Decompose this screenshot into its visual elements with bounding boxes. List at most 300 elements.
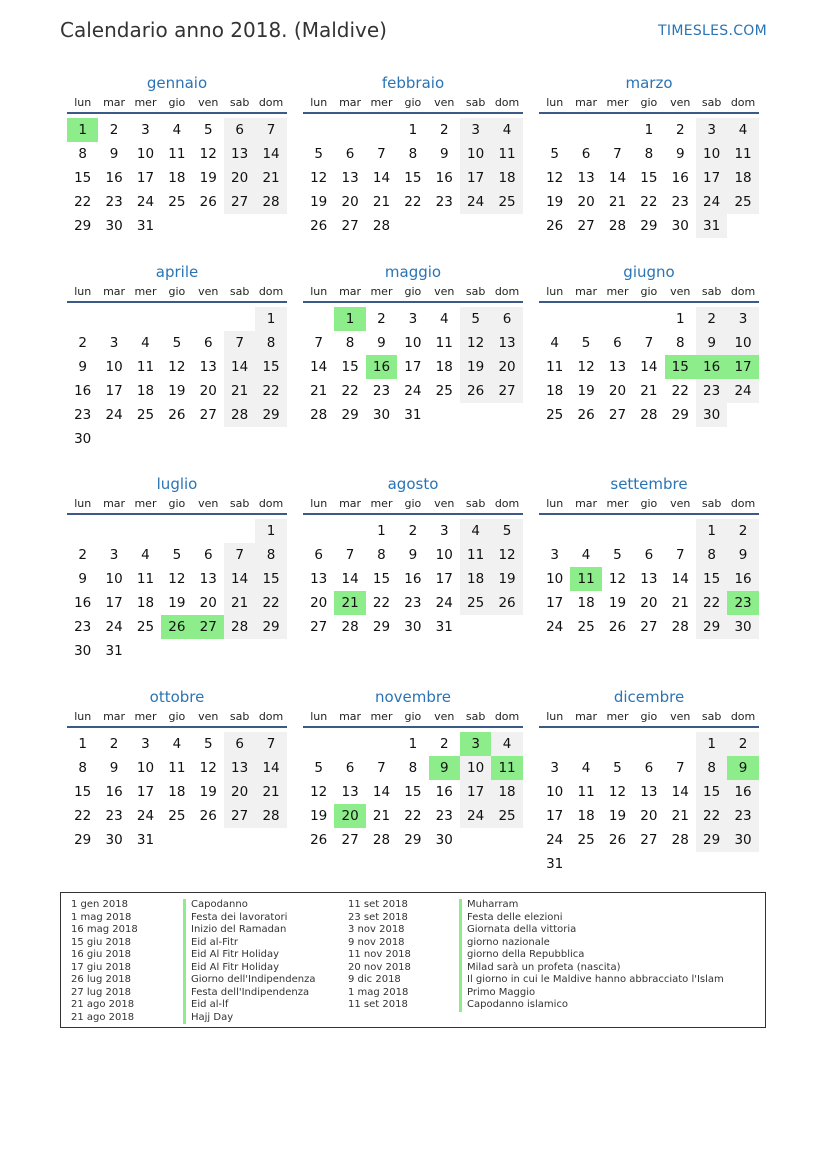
empty-day [161, 307, 192, 331]
day-cell: 25 [168, 194, 186, 210]
day-cell: 29 [696, 615, 727, 639]
month-luglio [67, 473, 287, 663]
day-cell: 23 [105, 194, 123, 210]
day-cell: 26 [491, 591, 522, 615]
day-cell: 22 [671, 383, 689, 399]
day-cell: 15 [696, 780, 727, 804]
day-cell: 24 [546, 619, 564, 635]
weekday-label: sab [229, 285, 250, 298]
day-cell: 24 [404, 383, 422, 399]
day-cell: 2 [377, 311, 386, 327]
brand-logo[interactable]: TIMESLES.COM [658, 23, 767, 39]
day-cell: 2 [109, 736, 119, 752]
day-cell: 24 [460, 190, 491, 214]
day-cell: 15 [696, 567, 727, 591]
weekday-label: gio [640, 497, 658, 510]
legend-holiday-name: Eid Al Fitr Holiday [183, 949, 316, 962]
week-row [539, 190, 759, 214]
week-row [67, 190, 287, 214]
legend-date: 16 giu 2018 [71, 949, 131, 960]
weekday-header [303, 94, 523, 114]
day-cell: 19 [199, 784, 217, 800]
day-cell: 11 [136, 359, 155, 375]
month-aprile [67, 261, 287, 451]
day-cell: 23 [435, 808, 453, 824]
weekday-label: ven [670, 497, 691, 510]
empty-day [334, 519, 365, 543]
empty-day [366, 732, 397, 756]
day-cell: 20 [224, 780, 255, 804]
day-cell: 4 [141, 547, 150, 563]
weekday-header [539, 708, 759, 728]
day-cell: 17 [136, 784, 155, 800]
empty-day [161, 828, 192, 852]
weekday-label: mer [606, 285, 629, 298]
day-cell: 5 [491, 519, 522, 543]
legend-date: 9 nov 2018 [348, 936, 405, 948]
day-cell: 17 [105, 383, 123, 399]
day-cell: 13 [224, 142, 255, 166]
empty-day [303, 118, 334, 142]
day-cell: 8 [78, 760, 87, 776]
month-name: maggio [384, 263, 442, 281]
day-cell: 4 [172, 736, 182, 752]
weekday-label: sab [701, 497, 722, 510]
day-cell: 10 [727, 331, 758, 355]
empty-day [161, 639, 192, 663]
empty-day [727, 403, 758, 427]
legend-date: 21 ago 2018 [71, 1011, 135, 1023]
week-row [67, 519, 287, 543]
day-cell: 23 [696, 379, 727, 403]
month-name: aprile [155, 263, 199, 281]
day-cell: 27 [640, 619, 658, 635]
empty-day [67, 519, 98, 543]
legend-holiday-name: Giorno dell'Indipendenza [183, 974, 316, 987]
day-cell: 29 [74, 832, 92, 848]
day-cell: 27 [224, 190, 255, 214]
week-row [539, 615, 759, 639]
day-cell: 8 [644, 146, 654, 162]
day-cell: 4 [491, 118, 522, 142]
day-cell: 30 [74, 643, 92, 659]
week-row [67, 591, 287, 615]
day-cell: 25 [168, 808, 186, 824]
day-cell: 31 [136, 832, 155, 848]
week-row [67, 780, 287, 804]
month-novembre [303, 686, 523, 852]
day-cell: 15 [404, 170, 422, 186]
day-cell: 30 [404, 619, 422, 635]
month-name: luglio [156, 475, 198, 493]
empty-day [539, 307, 570, 331]
legend-names-left [183, 899, 316, 1024]
month-maggio [303, 261, 523, 427]
month-name: febbraio [381, 74, 445, 92]
day-cell: 14 [671, 571, 689, 587]
day-cell: 12 [168, 359, 186, 375]
weekday-label: mer [370, 96, 393, 109]
week-row [67, 427, 287, 451]
day-cell: 25 [460, 591, 491, 615]
day-cell: 8 [408, 146, 418, 162]
day-cell: 2 [675, 122, 685, 138]
week-row [303, 567, 523, 591]
empty-day [334, 118, 365, 142]
day-cell: 5 [172, 335, 182, 351]
week-row [539, 732, 759, 756]
day-cell: 2 [109, 122, 119, 138]
legend-holiday-name: Eid al-lf [183, 999, 316, 1012]
weekday-label: gio [404, 96, 422, 109]
legend-holiday-name: Inizio del Ramadan [183, 924, 316, 937]
weekday-header [303, 708, 523, 728]
day-cell: 6 [203, 547, 213, 563]
day-cell: 6 [314, 547, 323, 563]
week-row [539, 780, 759, 804]
legend-holiday-name: Eid al-Fitr [183, 937, 316, 950]
day-cell: 17 [435, 571, 453, 587]
week-row [303, 804, 523, 828]
empty-day [570, 307, 601, 331]
week-row [67, 567, 287, 591]
empty-day [67, 307, 98, 331]
day-cell: 17 [404, 359, 422, 375]
weekday-label: sab [229, 96, 250, 109]
day-cell: 29 [671, 407, 689, 423]
day-cell: 29 [404, 832, 422, 848]
day-cell: 16 [727, 567, 758, 591]
day-cell: 30 [696, 403, 727, 427]
day-cell: 19 [577, 383, 595, 399]
day-cell: 13 [224, 756, 255, 780]
day-cell: 15 [255, 355, 286, 379]
day-cell: 22 [341, 383, 359, 399]
day-cell: 18 [435, 359, 453, 375]
day-cell: 17 [460, 166, 491, 190]
week-row [67, 331, 287, 355]
empty-day [193, 639, 224, 663]
weekday-label: sab [229, 497, 250, 510]
day-cell: 14 [640, 359, 658, 375]
day-cell: 15 [74, 170, 92, 186]
month-name: settembre [610, 475, 688, 493]
day-cell: 14 [224, 355, 255, 379]
page-title: Calendario anno 2018. (Maldive) [60, 18, 387, 42]
week-row [539, 543, 759, 567]
day-cell: 25 [136, 407, 155, 423]
weekday-label: lun [546, 96, 564, 109]
legend-holiday-name: Festa delle elezioni [459, 912, 724, 925]
day-cell: 13 [577, 170, 595, 186]
weekday-label: mer [134, 285, 157, 298]
empty-day [161, 214, 192, 238]
legend-holiday-name: giorno nazionale [459, 937, 724, 950]
day-cell: 22 [404, 194, 422, 210]
weekday-label: mar [339, 96, 362, 109]
day-cell: 29 [341, 407, 359, 423]
day-cell: 16 [105, 170, 123, 186]
day-cell: 13 [199, 571, 217, 587]
day-cell: 26 [199, 808, 217, 824]
day-cell: 18 [136, 595, 155, 611]
day-cell: 26 [608, 619, 627, 635]
empty-day [665, 519, 696, 543]
day-cell: 7 [224, 543, 255, 567]
day-cell: 6 [581, 146, 591, 162]
day-cell: 3 [696, 118, 727, 142]
day-cell: 28 [224, 403, 255, 427]
day-cell: 25 [491, 804, 522, 828]
empty-day [193, 427, 224, 451]
day-cell: 3 [141, 122, 150, 138]
day-cell: 1 [78, 736, 87, 752]
day-cell: 9 [109, 760, 119, 776]
weekday-label: mer [134, 710, 157, 723]
day-cell: 27 [491, 379, 522, 403]
day-cell: 5 [581, 335, 591, 351]
weekday-label: mar [103, 285, 126, 298]
day-cell: 24 [105, 407, 123, 423]
month-agosto [303, 473, 523, 639]
day-cell: 28 [224, 615, 255, 639]
day-cell: 11 [727, 142, 758, 166]
day-cell: 8 [696, 543, 727, 567]
weekday-label: sab [701, 285, 722, 298]
legend-date: 17 giu 2018 [71, 961, 131, 973]
weekday-label: sab [701, 710, 722, 723]
weekday-label: dom [730, 710, 756, 723]
empty-day [460, 403, 491, 427]
week-row [67, 828, 287, 852]
day-cell: 21 [372, 194, 391, 210]
holiday-day-cell: 1 [67, 118, 98, 142]
empty-day [539, 732, 570, 756]
day-cell: 6 [224, 118, 255, 142]
day-cell: 31 [136, 218, 155, 234]
empty-day [255, 427, 286, 451]
day-cell: 8 [345, 335, 355, 351]
day-cell: 10 [460, 756, 491, 780]
day-cell: 22 [696, 591, 727, 615]
week-row [67, 615, 287, 639]
empty-day [633, 307, 664, 331]
empty-day [602, 118, 633, 142]
day-cell: 31 [696, 214, 727, 238]
legend-holiday-name: giorno della Repubblica [459, 949, 724, 962]
day-cell: 25 [435, 383, 453, 399]
day-cell: 26 [199, 194, 217, 210]
week-row [67, 756, 287, 780]
day-cell: 29 [372, 619, 391, 635]
day-cell: 28 [671, 832, 689, 848]
day-cell: 21 [671, 595, 689, 611]
weekday-label: lun [74, 96, 92, 109]
legend-date: 9 dic 2018 [348, 974, 401, 985]
day-cell: 8 [696, 756, 727, 780]
legend-dates-right [348, 899, 411, 1012]
day-cell: 14 [671, 784, 689, 800]
day-cell: 1 [377, 523, 386, 539]
day-cell: 15 [640, 170, 658, 186]
weekday-label: lun [310, 710, 328, 723]
day-cell: 5 [172, 547, 182, 563]
day-cell: 15 [341, 359, 359, 375]
week-row [67, 355, 287, 379]
day-cell: 27 [199, 407, 217, 423]
day-cell: 26 [577, 407, 595, 423]
week-row [539, 828, 759, 852]
weekday-label: dom [730, 497, 756, 510]
day-cell: 21 [640, 383, 658, 399]
legend-date: 15 giu 2018 [71, 936, 131, 948]
weekday-label: ven [670, 285, 691, 298]
empty-day [303, 732, 334, 756]
week-row [539, 307, 759, 331]
empty-day [429, 403, 460, 427]
weekday-label: sab [465, 285, 486, 298]
month-name: gennaio [146, 74, 208, 92]
day-cell: 15 [74, 784, 92, 800]
week-row [67, 307, 287, 331]
day-cell: 12 [608, 571, 627, 587]
legend-holiday-name: Festa dei lavoratori [183, 912, 316, 925]
day-cell: 3 [550, 760, 559, 776]
weekday-header [303, 495, 523, 515]
day-cell: 19 [199, 170, 217, 186]
day-cell: 13 [491, 331, 522, 355]
weekday-label: sab [465, 710, 486, 723]
weekday-label: ven [670, 96, 691, 109]
week-row [303, 355, 523, 379]
month-settembre [539, 473, 759, 639]
weekday-label: mer [134, 497, 157, 510]
legend-date: 20 nov 2018 [348, 961, 411, 973]
week-row [539, 214, 759, 238]
day-cell: 6 [224, 732, 255, 756]
holiday-day-cell: 23 [727, 591, 758, 615]
day-cell: 7 [255, 118, 286, 142]
legend-holiday-name: Hajj Day [183, 1012, 316, 1025]
week-row [539, 142, 759, 166]
day-cell: 1 [644, 122, 654, 138]
day-cell: 1 [696, 519, 727, 543]
day-cell: 31 [404, 407, 422, 423]
week-row [303, 732, 523, 756]
day-cell: 17 [460, 780, 491, 804]
day-cell: 7 [675, 760, 685, 776]
day-cell: 20 [341, 194, 359, 210]
day-cell: 16 [435, 170, 453, 186]
day-cell: 10 [105, 359, 123, 375]
day-cell: 14 [372, 784, 391, 800]
day-cell: 20 [577, 194, 595, 210]
day-cell: 25 [577, 832, 595, 848]
day-cell: 4 [439, 311, 449, 327]
empty-day [633, 852, 664, 876]
weekday-label: dom [258, 497, 284, 510]
weekday-label: lun [310, 497, 328, 510]
legend-holiday-name: Festa dell'Indipendenza [183, 987, 316, 1000]
empty-day [460, 615, 491, 639]
weekday-label: dom [730, 285, 756, 298]
day-cell: 6 [345, 760, 355, 776]
day-cell: 13 [341, 170, 359, 186]
day-cell: 22 [372, 595, 391, 611]
day-cell: 9 [675, 146, 685, 162]
day-cell: 10 [404, 335, 422, 351]
empty-day [727, 214, 758, 238]
day-cell: 27 [341, 218, 359, 234]
day-cell: 24 [136, 808, 155, 824]
month-giugno [539, 261, 759, 427]
holiday-day-cell: 16 [366, 355, 397, 379]
day-cell: 2 [78, 547, 87, 563]
day-cell: 21 [224, 591, 255, 615]
month-name: marzo [625, 74, 673, 92]
legend-holiday-name: Giornata della vittoria [459, 924, 724, 937]
day-cell: 7 [675, 547, 685, 563]
empty-day [633, 519, 664, 543]
day-cell: 20 [199, 595, 217, 611]
day-cell: 11 [168, 760, 186, 776]
day-cell: 11 [435, 335, 453, 351]
weekday-header [67, 283, 287, 303]
empty-day [303, 307, 334, 331]
day-cell: 18 [168, 784, 186, 800]
day-cell: 16 [671, 170, 689, 186]
empty-day [224, 639, 255, 663]
day-cell: 16 [727, 780, 758, 804]
day-cell: 18 [577, 595, 595, 611]
day-cell: 6 [345, 146, 355, 162]
weekday-header [539, 495, 759, 515]
weekday-label: ven [198, 96, 219, 109]
weekday-label: gio [168, 285, 186, 298]
empty-day [98, 427, 129, 451]
day-cell: 21 [255, 166, 286, 190]
weekday-label: gio [168, 96, 186, 109]
day-cell: 26 [460, 379, 491, 403]
day-cell: 19 [608, 808, 627, 824]
day-cell: 28 [255, 190, 286, 214]
day-cell: 20 [199, 383, 217, 399]
week-row [303, 519, 523, 543]
empty-day [98, 307, 129, 331]
holiday-day-cell: 15 [665, 355, 696, 379]
day-cell: 13 [640, 784, 658, 800]
empty-day [255, 214, 286, 238]
day-cell: 2 [78, 335, 87, 351]
week-row [303, 166, 523, 190]
day-cell: 8 [675, 335, 685, 351]
day-cell: 18 [727, 166, 758, 190]
weekday-label: sab [465, 497, 486, 510]
day-cell: 10 [105, 571, 123, 587]
day-cell: 23 [372, 383, 391, 399]
week-row [303, 780, 523, 804]
legend-dates-left [71, 899, 138, 1024]
weekday-label: sab [701, 96, 722, 109]
day-cell: 10 [546, 784, 564, 800]
day-cell: 21 [671, 808, 689, 824]
weekday-label: mer [370, 285, 393, 298]
day-cell: 8 [377, 547, 386, 563]
day-cell: 13 [199, 359, 217, 375]
empty-day [602, 732, 633, 756]
day-cell: 11 [546, 359, 564, 375]
holiday-day-cell: 16 [696, 355, 727, 379]
